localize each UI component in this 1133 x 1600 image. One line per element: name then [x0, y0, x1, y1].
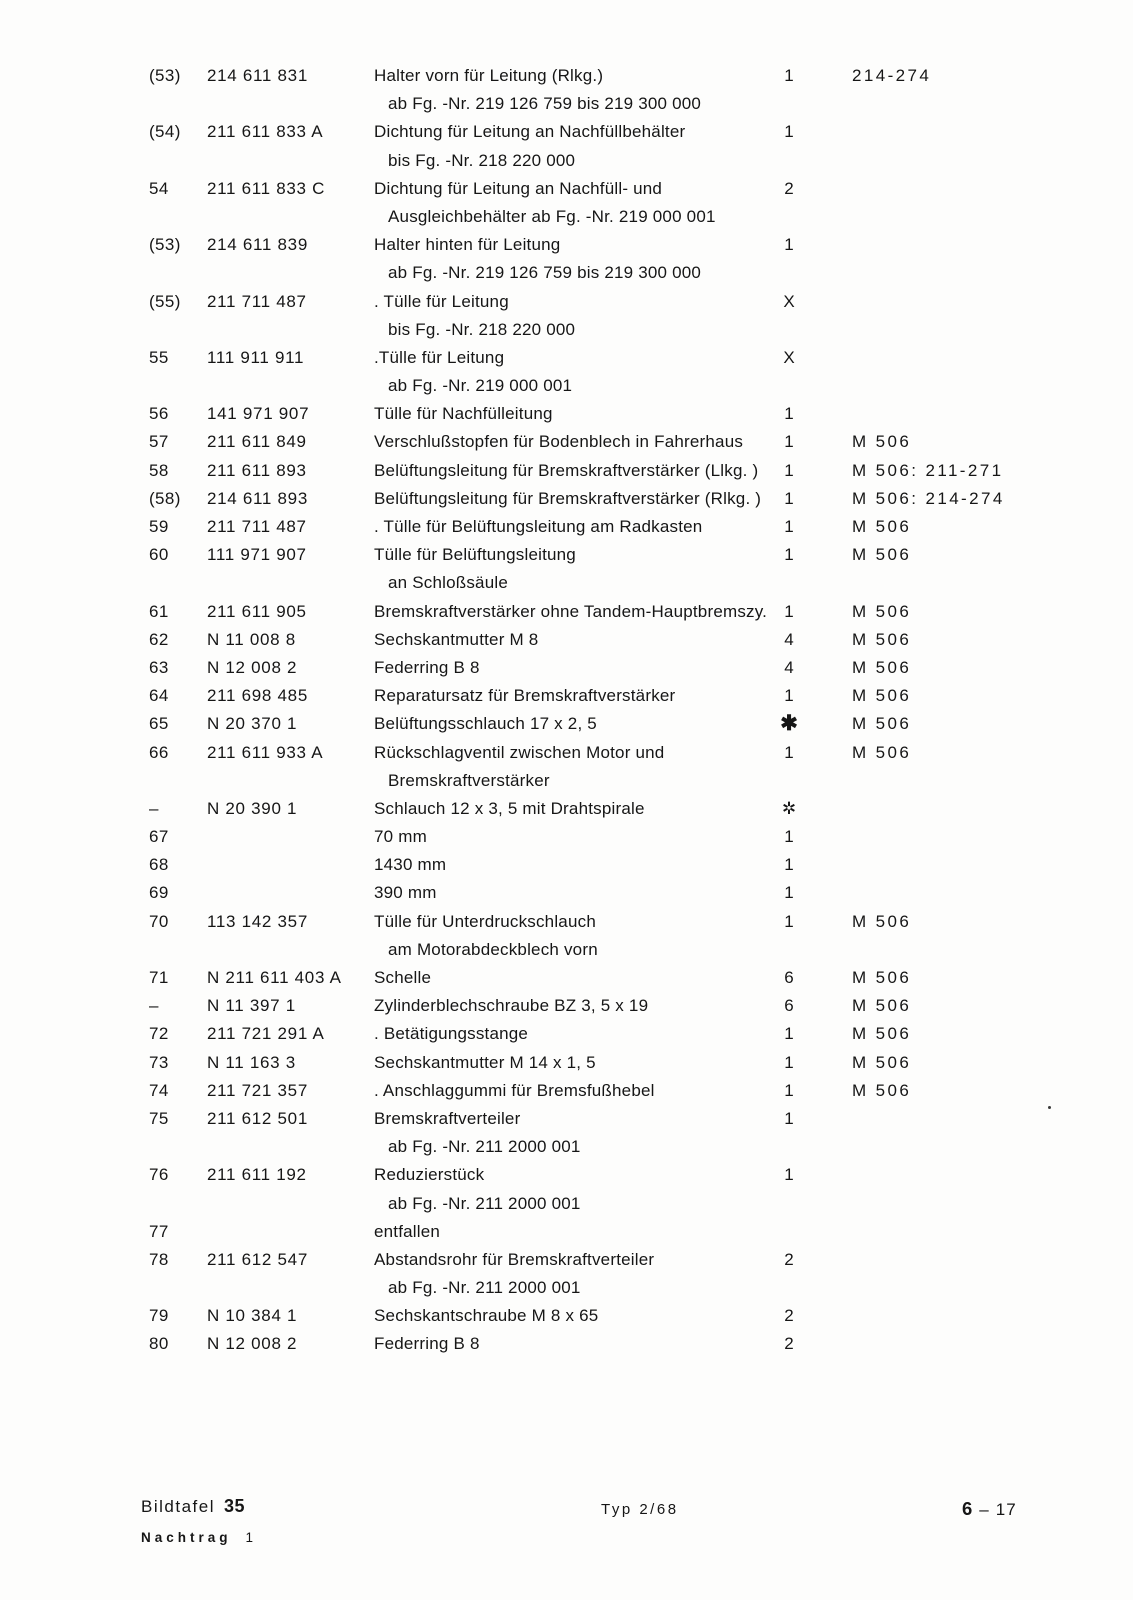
row-part-number: 111 971 907 [207, 545, 307, 565]
table-row [0, 1077, 1133, 1105]
row-remark: M 506 [852, 1024, 912, 1044]
row-position-number: 67 [149, 827, 169, 847]
table-row [0, 1246, 1133, 1274]
table-row [0, 710, 1133, 738]
page-number-page: 17 [995, 1500, 1017, 1519]
row-description: Federring B 8 [374, 657, 480, 677]
row-remark: M 506 [852, 517, 912, 536]
row-description: Reduzierstück [374, 1165, 485, 1185]
table-row [0, 175, 1133, 203]
row-part-number: N 10 384 1 [207, 1306, 298, 1326]
table-row [0, 485, 1133, 513]
row-description: Zylinderblechschraube BZ 3, 5 x 19 [374, 996, 649, 1016]
table-subrow [0, 203, 1133, 231]
row-position-number: 64 [149, 686, 169, 706]
row-remark: M 506 [852, 742, 912, 762]
table-row [0, 739, 1133, 767]
row-description: Federring B 8 [374, 1334, 480, 1354]
table-row [0, 598, 1133, 626]
row-remark: M 506: 214-274 [852, 488, 1005, 508]
table-row [0, 1161, 1133, 1189]
page-number-section: 6 [962, 1498, 974, 1519]
row-description: Abstandsrohr für Bremskraftverteiler [374, 1249, 655, 1269]
row-description: Bremskraftverteiler [374, 1108, 521, 1128]
row-description-continuation: ab Fg. -Nr. 219 000 001 [388, 376, 573, 396]
row-description: .Tülle für Leitung [374, 347, 505, 367]
table-subrow [0, 1190, 1133, 1218]
row-part-number: 214 611 839 [207, 235, 308, 255]
row-part-number: 211 612 547 [207, 1249, 308, 1269]
row-quantity: 1 [784, 601, 794, 621]
table-row [0, 879, 1133, 907]
row-position-number: (55) [149, 291, 181, 311]
table-row [0, 795, 1133, 823]
table-subrow [0, 1274, 1133, 1302]
row-part-number: 211 698 485 [207, 686, 308, 706]
row-part-number: N 12 008 2 [207, 1334, 298, 1354]
table-row [0, 823, 1133, 851]
row-description: 1430 mm [374, 855, 447, 875]
row-remark: M 506 [852, 996, 912, 1016]
row-quantity: 4 [784, 657, 794, 677]
row-description-continuation: ab Fg. -Nr. 219 126 759 bis 219 300 000 [388, 94, 702, 114]
row-position-number: 56 [149, 404, 169, 424]
row-quantity: 1 [784, 235, 794, 255]
row-description: Verschlußstopfen für Bodenblech in Fahrerhaus [374, 432, 744, 452]
row-remark: M 506: 211-271 [852, 460, 1004, 480]
row-remark: M 506 [852, 968, 912, 987]
row-part-number: 211 611 192 [207, 1165, 307, 1185]
table-row [0, 992, 1133, 1020]
footer-page-number [962, 1498, 1017, 1520]
row-part-number: N 11 163 3 [207, 1052, 296, 1072]
table-row [0, 1020, 1133, 1048]
row-position-number: – [149, 798, 159, 818]
table-subrow [0, 767, 1133, 795]
row-position-number: 71 [149, 968, 169, 987]
row-part-number: 211 611 833 A [207, 122, 324, 142]
table-row [0, 288, 1133, 316]
row-description: Sechskantschraube M 8 x 65 [374, 1306, 599, 1326]
row-position-number: 59 [149, 517, 169, 536]
row-description-continuation: Bremskraftverstärker [388, 770, 550, 790]
row-quantity: ✱ [780, 712, 798, 736]
row-part-number: 211 611 893 [207, 460, 307, 480]
table-subrow [0, 316, 1133, 344]
row-description: Sechskantmutter M 14 x 1, 5 [374, 1052, 596, 1072]
row-position-number: 58 [149, 460, 169, 480]
row-quantity: 1 [784, 855, 794, 875]
row-description: Belüftungsschlauch 17 x 2, 5 [374, 714, 597, 734]
row-quantity: 1 [784, 742, 794, 762]
row-remark: M 506 [852, 1080, 912, 1100]
row-remark: M 506 [852, 714, 912, 734]
row-position-number: 62 [149, 629, 169, 649]
table-row [0, 457, 1133, 485]
table-row [0, 118, 1133, 146]
row-quantity: 1 [784, 1108, 794, 1128]
row-description: Halter vorn für Leitung (Rlkg.) [374, 66, 604, 85]
footer-supplement-label [141, 1530, 257, 1545]
row-quantity: 1 [784, 66, 794, 85]
row-position-number: 76 [149, 1165, 169, 1185]
table-subrow [0, 90, 1133, 118]
row-position-number: (54) [149, 122, 181, 142]
row-quantity: 1 [784, 517, 794, 536]
row-quantity: X [783, 291, 795, 311]
row-description: Schlauch 12 x 3, 5 mit Drahtspirale [374, 798, 645, 818]
nachtrag-number: 1 [245, 1530, 258, 1545]
row-quantity: 1 [784, 1052, 794, 1072]
footer-plate-label [141, 1496, 245, 1517]
row-quantity: X [783, 347, 795, 367]
footer-type-label: Typ 2/68 [601, 1501, 679, 1518]
row-remark: M 506 [852, 601, 912, 621]
print-artifact-dot [1048, 1106, 1051, 1109]
row-part-number: 141 971 907 [207, 404, 310, 424]
row-part-number: 113 142 357 [207, 911, 308, 931]
row-description-continuation: ab Fg. -Nr. 211 2000 001 [388, 1278, 581, 1298]
row-description: . Tülle für Leitung [374, 291, 509, 311]
table-row [0, 682, 1133, 710]
table-subrow [0, 936, 1133, 964]
nachtrag-label: Nachtrag [141, 1530, 232, 1545]
row-quantity: 1 [784, 827, 794, 847]
row-position-number: 68 [149, 855, 169, 875]
row-description-continuation: am Motorabdeckblech vorn [388, 939, 598, 959]
table-row [0, 908, 1133, 936]
row-description: . Betätigungsstange [374, 1024, 529, 1044]
row-position-number: 74 [149, 1080, 169, 1100]
row-description: Rückschlagventil zwischen Motor und [374, 742, 665, 762]
row-part-number: 214 611 893 [207, 488, 308, 508]
table-subrow [0, 259, 1133, 287]
row-quantity: 1 [784, 1080, 794, 1100]
row-description: Tülle für Belüftungsleitung [374, 545, 576, 565]
row-remark: M 506 [852, 686, 912, 706]
row-remark: M 506 [852, 432, 912, 452]
row-quantity: 1 [784, 432, 794, 452]
row-quantity: 2 [784, 178, 794, 198]
row-description: Tülle für Nachfülleitung [374, 404, 553, 424]
row-part-number: 211 611 833 C [207, 178, 326, 198]
table-row [0, 626, 1133, 654]
row-position-number: 72 [149, 1024, 169, 1044]
table-row [0, 541, 1133, 569]
parts-table [0, 62, 1133, 1359]
row-position-number: 77 [149, 1221, 169, 1241]
row-quantity: 1 [784, 1024, 794, 1044]
row-position-number: 78 [149, 1249, 169, 1269]
row-position-number: 55 [149, 347, 169, 367]
page-number-dash: – [979, 1500, 990, 1519]
table-subrow [0, 1133, 1133, 1161]
row-position-number: – [149, 996, 159, 1016]
row-quantity: 1 [784, 460, 794, 480]
row-description: 70 mm [374, 827, 427, 847]
row-part-number: 211 611 905 [207, 601, 307, 621]
row-position-number: 63 [149, 657, 169, 677]
row-quantity: 1 [784, 122, 794, 142]
row-part-number: 211 711 487 [207, 517, 307, 536]
row-position-number: 69 [149, 883, 169, 903]
row-quantity: 1 [784, 883, 794, 903]
row-quantity: 1 [784, 488, 794, 508]
row-part-number: N 211 611 403 A [207, 968, 342, 987]
row-description-continuation: bis Fg. -Nr. 218 220 000 [388, 319, 576, 339]
row-position-number: (58) [149, 488, 181, 508]
row-description: Halter hinten für Leitung [374, 235, 561, 255]
table-row [0, 1105, 1133, 1133]
row-part-number: N 11 397 1 [207, 996, 296, 1016]
row-position-number: 80 [149, 1334, 169, 1354]
row-description: Sechskantmutter M 8 [374, 629, 539, 649]
row-part-number: 211 611 933 A [207, 742, 324, 762]
row-remark: M 506 [852, 629, 912, 649]
row-position-number: (53) [149, 66, 181, 85]
row-quantity: 1 [784, 545, 794, 565]
row-quantity: 1 [784, 404, 794, 424]
row-description-continuation: bis Fg. -Nr. 218 220 000 [388, 150, 576, 170]
row-position-number: 73 [149, 1052, 169, 1072]
row-quantity: 1 [784, 1165, 794, 1185]
table-row [0, 1049, 1133, 1077]
table-row [0, 428, 1133, 456]
row-description-continuation: Ausgleichbehälter ab Fg. -Nr. 219 000 001 [388, 206, 716, 226]
row-position-number: 79 [149, 1306, 169, 1326]
row-part-number: 211 711 487 [207, 291, 307, 311]
row-description: Tülle für Unterdruckschlauch [374, 911, 596, 931]
table-row [0, 231, 1133, 259]
row-quantity: ✲ [781, 798, 797, 818]
table-row [0, 513, 1133, 541]
row-part-number: N 20 390 1 [207, 798, 298, 818]
row-description: Dichtung für Leitung an Nachfüll- und [374, 178, 663, 198]
table-subrow [0, 569, 1133, 597]
bildtafel-label: Bildtafel [141, 1497, 215, 1516]
row-position-number: 60 [149, 545, 169, 565]
row-quantity: 2 [784, 1306, 794, 1326]
row-position-number: 66 [149, 742, 169, 762]
row-description-continuation: ab Fg. -Nr. 211 2000 001 [388, 1137, 581, 1157]
table-row [0, 1218, 1133, 1246]
row-quantity: 6 [784, 996, 794, 1016]
row-position-number: 65 [149, 714, 169, 734]
row-part-number: 211 721 291 A [207, 1024, 325, 1044]
row-description: Belüftungsleitung für Bremskraftverstärker (Rlkg. ) [374, 488, 762, 508]
bildtafel-number: 35 [223, 1496, 246, 1516]
row-description-continuation: ab Fg. -Nr. 219 126 759 bis 219 300 000 [388, 263, 702, 283]
table-row [0, 62, 1133, 90]
table-row [0, 654, 1133, 682]
table-row [0, 400, 1133, 428]
table-subrow [0, 147, 1133, 175]
table-row [0, 1330, 1133, 1358]
row-quantity: 1 [784, 686, 794, 706]
row-description: entfallen [374, 1221, 441, 1241]
row-description: . Tülle für Belüftungsleitung am Radkasten [374, 517, 703, 536]
row-remark: 214-274 [852, 66, 932, 85]
row-description: 390 mm [374, 883, 437, 903]
row-part-number: 211 611 849 [207, 432, 307, 452]
row-description-continuation: an Schloßsäule [388, 573, 508, 593]
row-position-number: (53) [149, 235, 181, 255]
row-description: . Anschlaggummi für Bremsfußhebel [374, 1080, 655, 1100]
table-row [0, 851, 1133, 879]
row-quantity: 6 [784, 968, 794, 987]
row-part-number: 211 612 501 [207, 1108, 308, 1128]
row-part-number: 214 611 831 [207, 66, 308, 85]
table-row [0, 344, 1133, 372]
row-part-number: 211 721 357 [207, 1080, 308, 1100]
table-row [0, 964, 1133, 992]
row-remark: M 506 [852, 545, 912, 565]
row-quantity: 4 [784, 629, 794, 649]
row-position-number: 75 [149, 1108, 169, 1128]
row-part-number: 111 911 911 [207, 347, 305, 367]
row-part-number: N 12 008 2 [207, 657, 298, 677]
row-position-number: 54 [149, 178, 169, 198]
row-description: Schelle [374, 968, 432, 987]
table-row [0, 1302, 1133, 1330]
row-remark: M 506 [852, 1052, 912, 1072]
row-remark: M 506 [852, 657, 912, 677]
row-quantity: 2 [784, 1249, 794, 1269]
row-description-continuation: ab Fg. -Nr. 211 2000 001 [388, 1193, 581, 1213]
row-part-number: N 11 008 8 [207, 629, 296, 649]
table-subrow [0, 372, 1133, 400]
row-position-number: 61 [149, 601, 169, 621]
row-quantity: 2 [784, 1334, 794, 1354]
row-remark: M 506 [852, 911, 912, 931]
row-quantity: 1 [784, 911, 794, 931]
row-part-number: N 20 370 1 [207, 714, 298, 734]
row-description: Belüftungsleitung für Bremskraftverstärker (Llkg. ) [374, 460, 759, 480]
row-description: Dichtung für Leitung an Nachfüllbehälter [374, 122, 686, 142]
row-position-number: 70 [149, 911, 169, 931]
row-description: Bremskraftverstärker ohne Tandem-Hauptbremszy. [374, 601, 768, 621]
row-description: Reparatursatz für Bremskraftverstärker [374, 686, 676, 706]
row-position-number: 57 [149, 432, 169, 452]
